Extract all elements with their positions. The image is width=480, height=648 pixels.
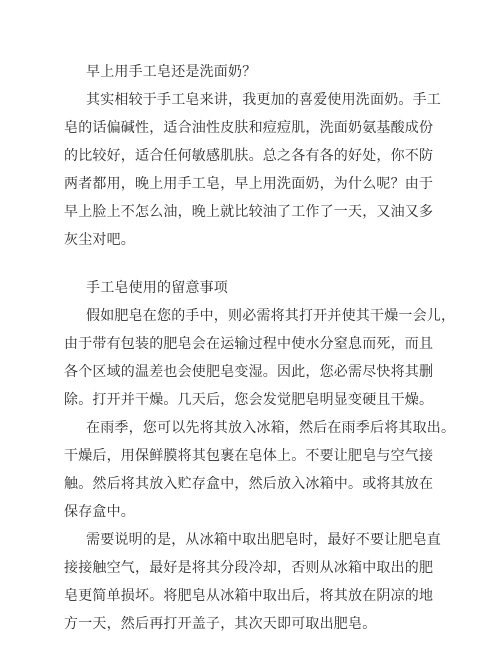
paragraph-line: 接接触空气，最好是将其分段冷却，否则从冰箱中取出的肥 bbox=[64, 560, 434, 576]
paragraph-line: 的比较好，适合任何敏感肌肤。总之各有各的好处，你不防 bbox=[64, 148, 434, 164]
paragraph-line: 灰尘对吧。 bbox=[64, 232, 135, 248]
paragraph-line: 触。然后将其放入贮存盒中，然后放入冰箱中。或将其放在 bbox=[64, 476, 434, 492]
paragraph-line: 皂更简单损坏。将肥皂从冰箱中取出后，将其放在阴凉的地 bbox=[64, 588, 434, 604]
paragraph-line: 除。打开并干燥。几天后，您会发觉肥皂明显变硬且干燥。 bbox=[64, 392, 434, 408]
paragraph-line: 由于带有包装的肥皂会在运输过程中使水分窒息而死，而且 bbox=[64, 336, 434, 352]
paragraph-line: 假如肥皂在您的手中，则必需将其打开并使其干燥一会儿， bbox=[86, 308, 456, 324]
paragraph-line: 皂的话偏碱性，适合油性皮肤和痘痘肌，洗面奶氨基酸成份 bbox=[64, 120, 434, 136]
paragraph-line: 两者都用，晚上用手工皂，早上用洗面奶，为什么呢？由于 bbox=[64, 176, 434, 192]
paragraph-line: 各个区域的温差也会使肥皂变湿。因此，您必需尽快将其删 bbox=[64, 364, 434, 380]
paragraph-line: 其实相较于手工皂来讲，我更加的喜爱使用洗面奶。手工 bbox=[86, 92, 441, 108]
paragraph-line: 需要说明的是，从冰箱中取出肥皂时，最好不要让肥皂直 bbox=[86, 532, 441, 548]
section-heading: 手工皂使用的留意事项 bbox=[86, 280, 228, 296]
section-gap bbox=[64, 254, 424, 274]
paragraph-line: 在雨季，您可以先将其放入冰箱，然后在雨季后将其取出。 bbox=[86, 420, 456, 436]
paragraph-line: 干燥后，用保鲜膜将其包裹在皂体上。不要让肥皂与空气接 bbox=[64, 448, 434, 464]
document-body bbox=[64, 58, 456, 638]
paragraph-line: 方一天，然后再打开盖子，其次天即可取出肥皂。 bbox=[64, 616, 377, 632]
paragraph-line: 早上脸上不怎么油，晚上就比较油了工作了一天，又油又多 bbox=[64, 204, 434, 220]
paragraph-line: 保存盒中。 bbox=[64, 504, 135, 520]
section-heading: 早上用手工皂还是洗面奶？ bbox=[86, 64, 257, 80]
